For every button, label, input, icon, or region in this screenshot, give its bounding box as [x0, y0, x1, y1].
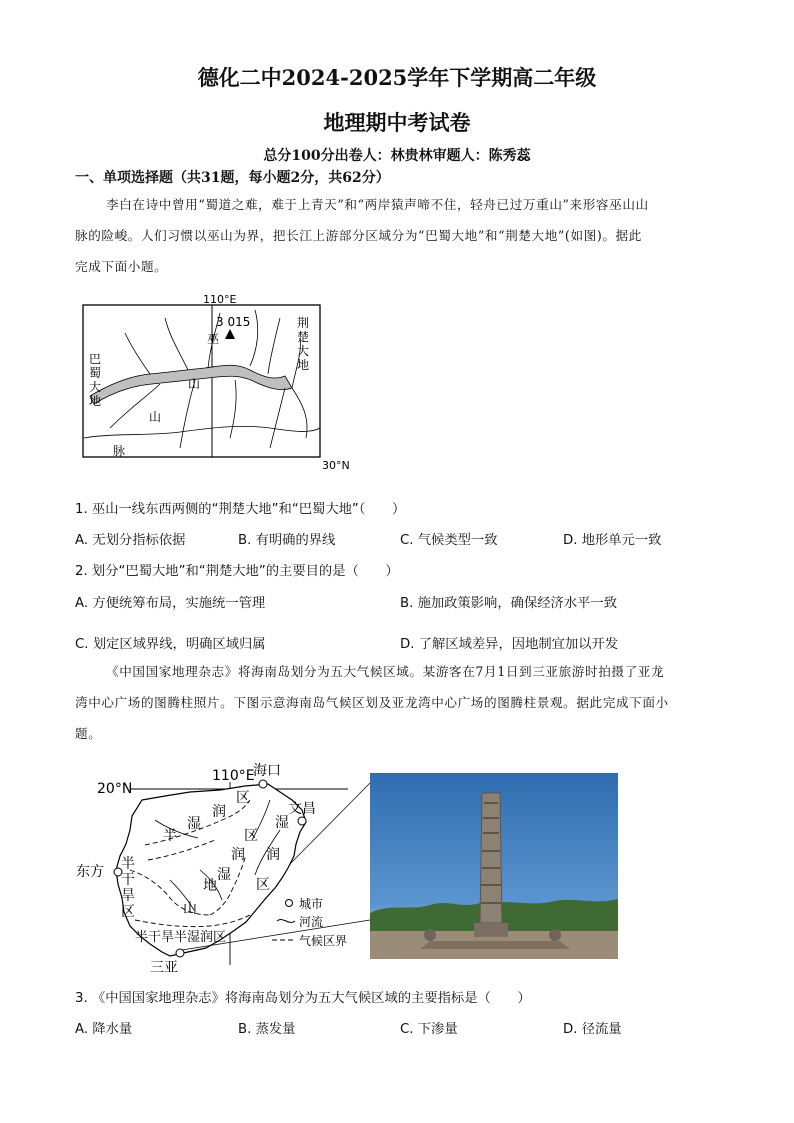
passage1-line1: 李白在诗中曾用“蜀道之难，难于上青天”和“两岸猿声啼不住，轻舟已过万重山”来形容巫山山 [106, 197, 649, 212]
map2-dongfang-label: 东方 [76, 864, 104, 880]
question-1-stem: 1. 巫山一线东西两侧的“荆楚大地”和“巴蜀大地”（ ） [75, 502, 406, 517]
question-3-option-c[interactable]: C. 下渗量 [400, 1022, 458, 1037]
map2-qu-b: 区 [244, 828, 258, 844]
map2-semiarid-2: 干 [121, 872, 135, 888]
question-2-option-c[interactable]: C. 划定区域界线，明确区域归属 [75, 637, 266, 652]
question-1-option-c[interactable]: C. 气候类型一致 [400, 533, 498, 548]
question-1-option-d[interactable]: D. 地形单元一致 [563, 533, 662, 548]
passage2-line2: 湾中心广场的图腾柱照片。下图示意海南岛气候区划及亚龙湾中心广场的图腾柱景观。据此完成下面小 [75, 695, 669, 710]
map1-mai-label: 脉 [113, 444, 126, 458]
map1-bashu-4: 地 [89, 394, 102, 408]
wenchang-city-marker [298, 817, 306, 825]
wushan-map [70, 288, 370, 474]
map1-lon-label: 110°E [203, 293, 237, 306]
photo-plaza-steps [420, 941, 570, 949]
question-2-option-b[interactable]: B. 施加政策影响，确保经济水平一致 [400, 596, 618, 611]
map1-wu-label: 巫 [207, 332, 220, 346]
map2-qu-a: 区 [236, 790, 250, 806]
question-1-option-b[interactable]: B. 有明确的界线 [238, 533, 336, 548]
map2-wenchang-label: 文昌 [288, 801, 316, 817]
map1-jingchu-4: 地 [297, 358, 310, 372]
map2-di: 地 [203, 878, 217, 894]
map2-shi-c: 湿 [217, 867, 231, 883]
question-1-option-a[interactable]: A. 无划分指标依据 [75, 533, 186, 548]
hainan-climate-map [70, 760, 370, 975]
haikou-city-marker [259, 780, 267, 788]
passage1-line2: 脉的险峻。人们习惯以巫山为界，把长江上游部分区域分为“巴蜀大地”和“荆楚大地”(如图)。据此 [75, 228, 642, 243]
passage2-line1: 《中国国家地理杂志》将海南岛划分为五大气候区域。某游客在7月1日到三亚旅游时拍摄了亚龙 [106, 664, 665, 679]
totem-base [474, 923, 508, 937]
question-2-option-d[interactable]: D. 了解区域差异，因地制宜加以开发 [400, 637, 619, 652]
map2-run-b: 润 [231, 847, 245, 863]
map2-run-left: 润 [212, 804, 226, 820]
map2-shi-right: 湿 [275, 815, 289, 831]
legend-river-icon [277, 920, 295, 923]
map2-sanya-label: 三亚 [150, 960, 178, 975]
map2-run-c: 润 [266, 847, 280, 863]
map2-lat-label: 20°N [97, 781, 133, 797]
question-3-option-d[interactable]: D. 径流量 [563, 1022, 622, 1037]
map1-shan-label-2: 山 [149, 410, 162, 424]
exam-subtitle: 地理期中考试卷 [323, 110, 471, 135]
map2-semiarid-humid-label: 半干旱半湿润区 [135, 930, 227, 945]
map2-semiarid-3: 旱 [121, 888, 135, 904]
map1-jingchu-1: 荆 [297, 316, 310, 330]
totem-pole-photo [370, 773, 618, 959]
legend-city-label: 城市 [299, 897, 324, 911]
map2-qu-c: 区 [256, 877, 270, 893]
passage1-line3: 完成下面小题。 [75, 259, 168, 274]
map2-semiarid-1: 半 [121, 856, 135, 872]
map2-semiarid-4: 区 [121, 904, 135, 920]
page-title: 德化二中2024-2025学年下学期高二年级 [197, 65, 597, 90]
map1-bashu-2: 蜀 [89, 366, 102, 380]
map1-bashu-1: 巴 [89, 352, 102, 366]
photo-stone-right [549, 929, 561, 941]
map1-jingchu-2: 楚 [297, 330, 310, 344]
map2-shan: 山 [183, 901, 197, 917]
legend-boundary-label: 气候区界 [299, 934, 348, 948]
question-3-option-b[interactable]: B. 蒸发量 [238, 1022, 296, 1037]
question-3-stem: 3. 《中国国家地理杂志》将海南岛划分为五大气候区域的主要指标是（ ） [75, 991, 531, 1006]
map2-lon-label: 110°E [212, 768, 255, 784]
map1-bashu-3: 大 [89, 380, 102, 394]
map1-shan-label-1: 山 [188, 377, 201, 391]
question-2-stem: 2. 划分“巴蜀大地”和“荆楚大地”的主要目的是（ ） [75, 564, 399, 579]
map2-haikou-label: 海口 [253, 763, 281, 779]
map2-shi-left: 湿 [187, 816, 201, 832]
map1-peak-label: 3 015 [216, 315, 251, 329]
map1-jingchu-3: 大 [297, 344, 310, 358]
section-heading: 一、单项选择题（共31题，每小题2分，共62分） [75, 170, 390, 186]
question-2-option-a[interactable]: A. 方便统筹布局，实施统一管理 [75, 596, 266, 611]
exam-credits: 总分100分出卷人：林贵林审题人：陈秀蕊 [263, 148, 531, 164]
photo-stone-left [424, 929, 436, 941]
legend-city-icon [286, 900, 293, 907]
map2-ban: 半 [163, 828, 177, 844]
legend-river-label: 河流 [299, 915, 324, 929]
map1-lat-label: 30°N [322, 459, 350, 472]
question-3-option-a[interactable]: A. 降水量 [75, 1022, 133, 1037]
passage2-line3: 题。 [75, 726, 102, 741]
